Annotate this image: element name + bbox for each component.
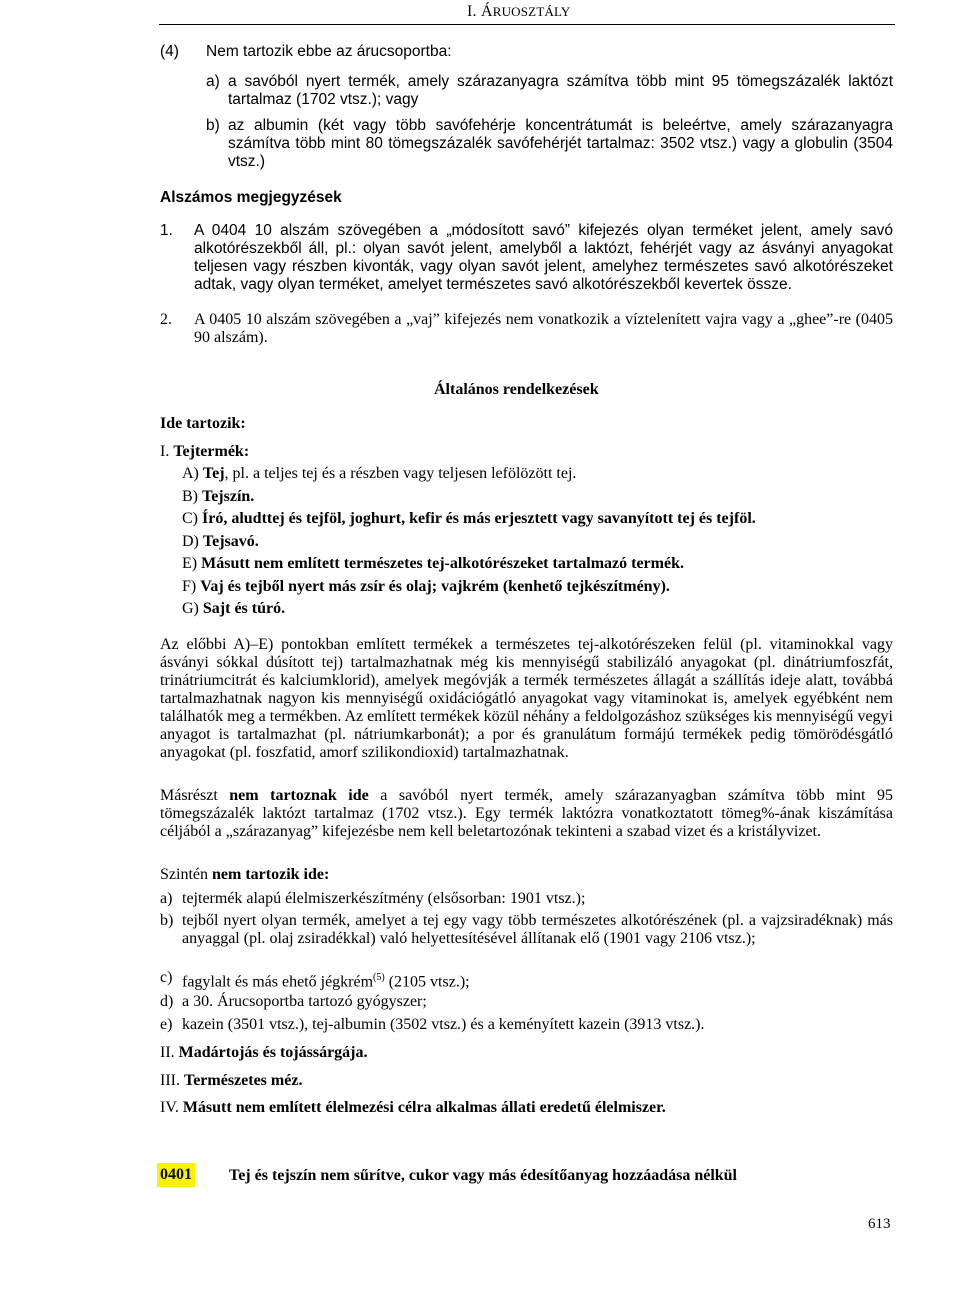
item-rest: , pl. a teljes tej és a részben vagy teljesen lefölözött tej. <box>224 465 577 482</box>
note-1-label: 1. <box>160 222 173 239</box>
item-bold: Vaj és tejből nyert más zsír és olaj; vajkrém (kenhető tejkészítmény). <box>200 577 670 595</box>
product-item <box>182 533 893 556</box>
also-start: Szintén <box>160 866 212 883</box>
note-4-label: (4) <box>160 43 179 60</box>
note-4-a-text: a savóból nyert termék, amely szárazanyagra számítva több mint 95 tömegszázalék laktózt tartalmaz (1702 vtsz.); vagy <box>228 73 893 108</box>
product-item <box>182 465 893 488</box>
item-label: D) <box>182 532 199 550</box>
section-iv-label: IV. <box>160 1099 179 1116</box>
header-cap: Á <box>480 3 493 20</box>
paragraph-additives: Az előbbi A)–E) pontokban említett termékek a természetes tej-alkotórészeken felül (pl. vitaminokkal vagy ásványi sókkal dúsított tej) tartalmazhatnak még kis mennyiségű stabilizáló anyagokat (pl. dinátriumfoszfát, trinátriumcitrát és kalciumklorid), amelyek megóvják a termék természetes állagát a szállítás ideje alatt, továbbá tartalmazhatnak nagyon kis mennyiségű oxidációgátló anyagokat vagy vitaminokat is, amelyek egyébként nem találhatók meg a termékben. Az említett termékek közül néhány a feldolgozáshoz szükséges kis mennyiségű vegyi anyagot is tartalmazhat (pl. nátriumkarbonát); a por és granulátum formájú termékek pedig tömörödésgátló anyagokat (pl. foszfatid, amorf szilikondioxid) tartalmazhatnak. <box>160 636 893 761</box>
excl-text: a 30. Árucsoportba tartozó gyógyszer; <box>182 993 427 1010</box>
running-header <box>467 3 570 21</box>
section-i-title: Tejtermék: <box>173 443 250 460</box>
note-4-b-label: b) <box>206 117 220 134</box>
page-number: 613 <box>868 1216 891 1232</box>
header-part: I. <box>467 3 481 20</box>
heading-title: Tej és tejszín nem sűrítve, cukor vagy más édesítőanyag hozzáadása nélkül <box>229 1167 737 1184</box>
item-label: F) <box>182 577 197 595</box>
item-bold: Tejsavó. <box>202 532 259 550</box>
para2-rest: a savóból nyert termék, amely szárazanyagban számítva több mint 95 tömegszázalék laktózt tartalmaz (1702 vtsz.). Egy termék laktózra vonatkoztatott tömeg%-ának kiszámítása céljából a „szárazanyag” kifejezésbe nem kell beletartozónak tekinteni a szabad vizet és a kristályvizet. <box>160 787 893 840</box>
note-4-item-a <box>206 73 893 109</box>
includes-label: Ide tartozik: <box>160 415 246 432</box>
note-1-text: A 0404 10 alszám szövegében a „módosított savó” kifejezés olyan terméket jelent, amely savó alkotórészekből áll, pl.: olyan savót jelent, amelyből a laktózt, fehérjét vagy az ásványi anyagokat teljesen vagy részben kivonták, vagy olyan savót jelent, amelyhez természetes savó alkotórészeket adtak, vagy olyan terméket, amelyet természetes savó alkotórészekből kevertek össze. <box>194 222 893 293</box>
excl-label: b) <box>160 912 174 929</box>
item-label: E) <box>182 555 198 572</box>
item-label: G) <box>182 600 199 617</box>
excl-label: d) <box>160 993 174 1010</box>
header-rule <box>159 24 895 25</box>
para2-start: Másrészt <box>160 787 230 804</box>
paragraph-exclusion <box>160 787 893 841</box>
subheading-note-2 <box>160 311 893 347</box>
header-rest: RUOSZTÁLY <box>492 4 571 19</box>
also-excluded-heading <box>160 866 893 884</box>
note-4-item-b <box>206 117 893 171</box>
product-item <box>182 510 893 533</box>
product-item <box>182 555 893 578</box>
item-bold: Tejszín. <box>202 487 255 505</box>
para2-bold: nem tartoznak ide <box>229 787 369 804</box>
item-bold: Másutt nem említett természetes tej-alkotórészeket tartalmazó termék. <box>201 555 684 572</box>
section-iv-text: Másutt nem említett élelmezési célra alkalmas állati eredetű élelmiszer. <box>182 1099 666 1116</box>
item-label: A) <box>182 465 199 482</box>
excluded-item-a <box>160 890 893 908</box>
note-4-a-label: a) <box>206 73 220 90</box>
product-item <box>182 578 893 601</box>
excl-label: c) <box>160 969 173 986</box>
also-bold: nem tartozik ide: <box>212 866 330 883</box>
subheading-note-1 <box>160 222 893 294</box>
note-4-b-text: az albumin (két vagy több savófehérje koncentrátumát is beleértve, amely szárazanyagra számítva több mint 80 tömegszázalék savófehérjét tartalmaz: 3502 vtsz.) vagy a globulin (3504 vtsz.) <box>228 117 893 170</box>
excluded-item-c <box>160 969 893 991</box>
section-iii <box>160 1072 893 1090</box>
section-ii-text: Madártojás és tojássárgája. <box>178 1044 368 1061</box>
footnote-ref: (5) <box>373 972 385 983</box>
section-ii-label: II. <box>160 1044 175 1061</box>
excluded-item-e <box>160 1016 893 1034</box>
section-iv <box>160 1099 893 1117</box>
note-4-intro: Nem tartozik ebbe az árucsoportba: <box>206 43 452 60</box>
excl-text: tejtermék alapú élelmiszerkészítmény (elsősorban: 1901 vtsz.); <box>182 890 586 907</box>
general-title: Általános rendelkezések <box>434 381 599 398</box>
excluded-item-b <box>160 912 893 948</box>
excl-text: tejből nyert olyan termék, amelyet a tej egy vagy több természetes alkotórészének (pl. a vajzsiradéknak) más anyaggal (pl. olaj zsiradékkal) való helyettesítésével állítanak elő (1901 vagy 2106 vtsz.); <box>182 912 893 947</box>
excl-text: fagylalt és más ehető jégkrém <box>182 973 374 991</box>
excl-text-after: (2105 vtsz.); <box>384 973 470 991</box>
product-item <box>182 600 893 623</box>
subheading-notes-title: Alszámos megjegyzések <box>160 189 342 206</box>
item-label: C) <box>182 510 198 527</box>
excl-text: kazein (3501 vtsz.), tej-albumin (3502 vtsz.) és a keményített kazein (3913 vtsz.). <box>182 1016 705 1033</box>
section-ii <box>160 1044 893 1062</box>
item-bold: Tej <box>202 465 225 482</box>
item-label: B) <box>182 487 198 505</box>
section-i-heading <box>160 443 893 461</box>
excl-label: a) <box>160 890 173 907</box>
note-2-label: 2. <box>160 311 172 328</box>
section-i-label: I. <box>160 443 170 460</box>
product-list <box>182 465 893 623</box>
heading-code: 0401 <box>157 1163 195 1187</box>
section-iii-text: Természetes méz. <box>183 1072 303 1089</box>
note-2-text: A 0405 10 alszám szövegében a „vaj” kifejezés nem vonatkozik a víztelenített vajra vagy a „ghee”-re (0405 90 alszám). <box>194 311 893 346</box>
product-item <box>182 488 893 511</box>
section-iii-label: III. <box>160 1072 180 1089</box>
excl-label: e) <box>160 1016 173 1033</box>
note-4 <box>160 43 893 61</box>
excluded-item-d <box>160 993 893 1011</box>
item-bold: Író, aludttej és tejföl, joghurt, kefir és más erjesztett vagy savanyított tej és tejföl. <box>202 510 756 527</box>
item-bold: Sajt és túró. <box>202 600 286 617</box>
